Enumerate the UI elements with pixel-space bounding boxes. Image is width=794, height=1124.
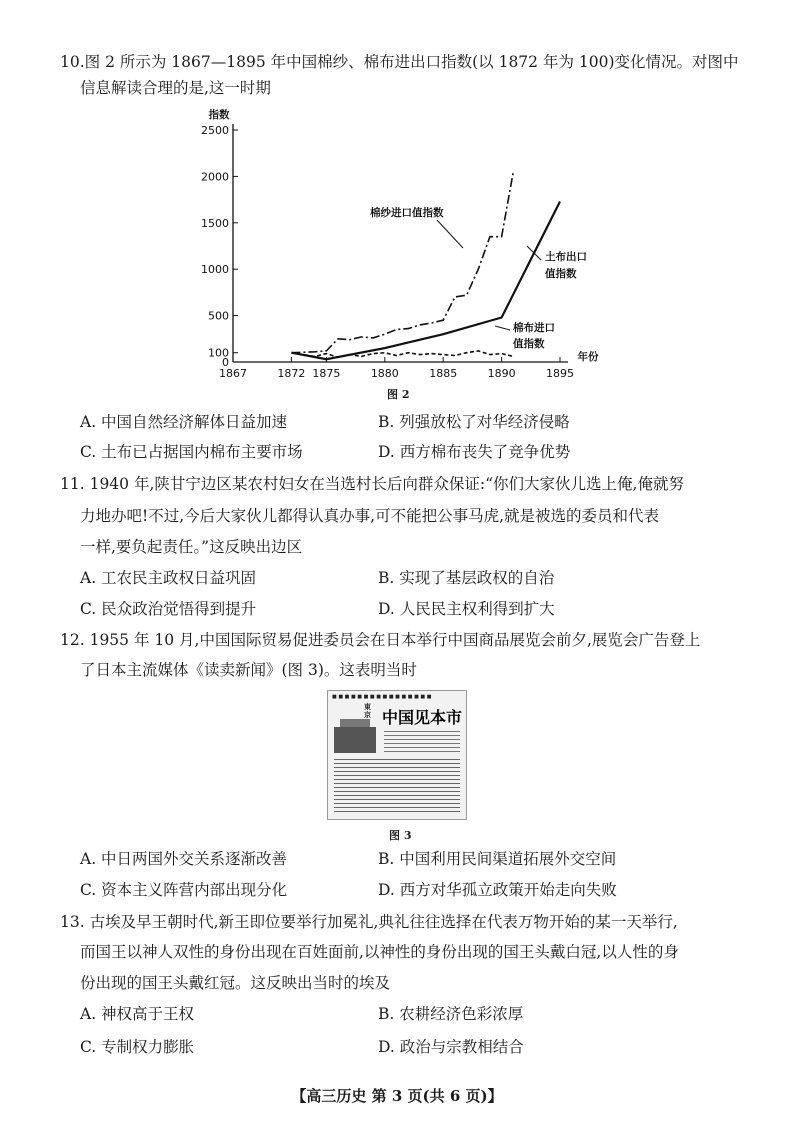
q10-option-d[interactable]: D. 西方棉布丧失了竞争优势 [378,443,571,461]
q12-stem-line2: 了日本主流媒体《读卖新闻》(图 3)。这表明当时 [80,661,417,679]
x-tick-label: 1895 [546,367,574,380]
q13-stem-line1: 13. 古埃及早王朝时代,新王即位要举行加冕礼,典礼往往选择在代表万物开始的某一天举行, [60,913,678,931]
newspaper-headline: 中国见本市 [382,708,463,727]
y-tick-label: 0 [222,356,229,369]
label-native-export-2: 值指数 [545,268,577,280]
series-line-1 [291,172,513,353]
label-cloth-import-2: 值指数 [513,338,545,350]
q13-option-d[interactable]: D. 政治与宗教相结合 [378,1038,524,1056]
q11-option-a[interactable]: A. 工农民主政权日益巩固 [80,569,257,587]
q10-option-b[interactable]: B. 列强放松了对华经济侵略 [378,413,570,431]
figure-3-newspaper-ad [327,690,467,820]
q13-option-b[interactable]: B. 农耕经济色彩浓厚 [378,1005,524,1023]
x-tick-label: 1890 [487,367,516,380]
newspaper-location: 東京 [364,703,371,719]
q13-option-c[interactable]: C. 专制权力膨胀 [80,1038,195,1056]
q12-option-b[interactable]: B. 中国利用民间渠道拓展外交空间 [378,850,617,868]
page-footer: 【高三历史 第 3 页(共 6 页)】 [291,1087,503,1105]
q12-option-c[interactable]: C. 资本主义阵营内部出现分化 [80,881,288,899]
q12-option-a[interactable]: A. 中日两国外交关系逐渐改善 [80,850,288,868]
newspaper-body-text [334,759,460,815]
label-cloth-import-1: 棉布进口 [513,322,555,334]
y-tick-label: 2500 [201,124,229,137]
leader-cloth [495,326,510,330]
q12-stem-line1: 12. 1955 年 10 月,中国国际贸易促进委员会在日本举行中国商品展览会前夕,展览会广告登上 [60,631,701,649]
x-tick-label: 1872 [277,367,306,380]
newspaper-side-text [384,731,460,755]
leader-native [527,246,541,260]
x-axis-title: 年份 [577,351,599,363]
y-tick-label: 1500 [201,216,229,230]
y-axis-title: 指数 [208,109,230,121]
label-yarn-import: 棉纱进口值指数 [370,207,444,219]
series-line-3 [291,351,513,358]
x-tick-label: 1885 [429,367,458,380]
q13-option-a[interactable]: A. 神权高于王权 [80,1005,195,1023]
label-native-export-1: 土布出口 [545,251,587,263]
figure-2-line-chart [201,108,599,380]
figure-3-caption: 图 3 [389,829,412,842]
series-line-2 [291,202,560,360]
q11-option-c[interactable]: C. 民众政治觉悟得到提升 [80,600,257,618]
q12-option-d[interactable]: D. 西方对华孤立政策开始走向失败 [378,881,617,899]
q13-stem-line3: 份出现的国王头戴红冠。这反映出当时的埃及 [80,974,391,992]
q13-stem-line2: 而国王以神人双性的身份出现在百姓面前,以神性的身份出现的国王头戴白冠,以人性的身 [80,943,679,961]
q10-option-a[interactable]: A. 中国自然经济解体日益加速 [80,413,288,431]
leader-yarn [437,220,463,248]
q10-stem-line1: 10.图 2 所示为 1867—1895 年中国棉纱、棉布进出口指数(以 1872 年为 100)变化情况。对图中 [60,53,739,71]
q11-option-b[interactable]: B. 实现了基层政权的自治 [378,569,555,587]
q10-option-c[interactable]: C. 土布已占据国内棉布主要市场 [80,443,303,461]
y-tick-label: 2000 [201,170,229,184]
q11-stem-line3: 一样,要负起责任。”这反映出边区 [80,538,303,556]
newspaper-header-text: ■ ■ ■ ■ ■ ■ ■ ■ ■ ■ ■ ■ ■ ■ ■ ■ [332,694,432,700]
q11-stem-line2: 力地办吧!不过,今后大家伙儿都得认真办事,可不能把公事马虎,就是被选的委员和代表 [80,507,660,525]
y-tick-label: 100 [208,346,229,360]
figure-2-caption: 图 2 [387,388,410,401]
q11-stem-line1: 11. 1940 年,陕甘宁边区某农村妇女在当选村长后向群众保证:“你们大家伙儿选上俺,俺就努 [60,475,684,493]
y-tick-label: 1000 [201,263,229,277]
y-tick-label: 500 [208,309,229,323]
newspaper-building-photo [334,727,376,753]
x-tick-label: 1880 [370,367,399,380]
x-tick-label: 1875 [312,367,341,380]
q11-option-d[interactable]: D. 人民民主权利得到扩大 [378,600,555,618]
q10-stem-line2: 信息解读合理的是,这一时期 [80,79,271,97]
x-tick-label: 1867 [219,367,247,380]
